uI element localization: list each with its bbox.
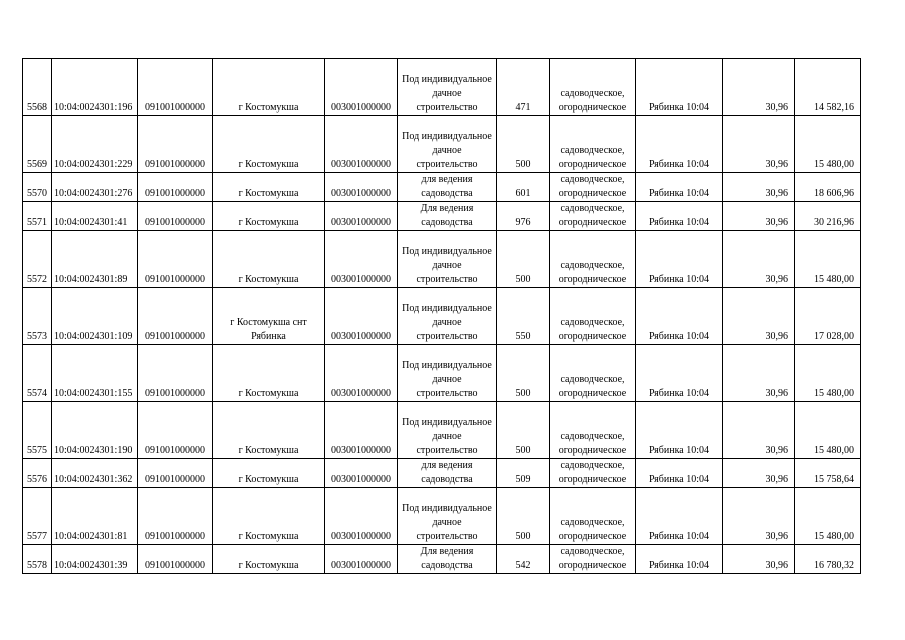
area-cell: 509 <box>497 459 550 488</box>
category-text: садоводческое, огородническое <box>558 460 627 485</box>
specific-value-cell: 30,96 <box>723 288 795 345</box>
permitted-use-cell <box>398 545 497 574</box>
row-number-cell: 5573 <box>23 288 52 345</box>
area-cell: 500 <box>497 402 550 459</box>
category-cell <box>550 173 636 202</box>
cadastral-value-cell: 15 480,00 <box>795 402 861 459</box>
locality-text: г Костомукша <box>238 560 299 571</box>
category-cell <box>550 231 636 288</box>
locality-cell <box>213 459 325 488</box>
oktmo-cell: 003001000000 <box>325 231 398 288</box>
okato-cell: 091001000000 <box>138 402 213 459</box>
cadastral-number-cell: 10:04:0024301:229 <box>52 116 138 173</box>
zone-cell: Рябинка 10:04 <box>636 545 723 574</box>
permitted-use-cell <box>398 231 497 288</box>
category-text: садоводческое, огородническое <box>558 174 627 199</box>
locality-cell <box>213 345 325 402</box>
zone-cell: Рябинка 10:04 <box>636 345 723 402</box>
cadastral-value-table <box>22 58 861 574</box>
table-row <box>23 288 861 345</box>
permitted-use-text: Под индивидуальное дачное строительство <box>402 360 492 399</box>
area-cell: 976 <box>497 202 550 231</box>
cadastral-value-cell: 30 216,96 <box>795 202 861 231</box>
permitted-use-cell <box>398 402 497 459</box>
permitted-use-cell <box>398 173 497 202</box>
okato-cell: 091001000000 <box>138 345 213 402</box>
cadastral-value-cell: 15 480,00 <box>795 488 861 545</box>
area-cell: 500 <box>497 488 550 545</box>
specific-value-cell: 30,96 <box>723 116 795 173</box>
specific-value-cell: 30,96 <box>723 59 795 116</box>
category-cell <box>550 59 636 116</box>
okato-cell: 091001000000 <box>138 288 213 345</box>
row-number-cell: 5577 <box>23 488 52 545</box>
permitted-use-text: для ведения садоводства <box>421 460 473 485</box>
area-cell: 500 <box>497 116 550 173</box>
zone-cell: Рябинка 10:04 <box>636 202 723 231</box>
area-cell: 500 <box>497 345 550 402</box>
zone-cell: Рябинка 10:04 <box>636 488 723 545</box>
row-number-cell: 5575 <box>23 402 52 459</box>
oktmo-cell: 003001000000 <box>325 402 398 459</box>
cadastral-number-cell: 10:04:0024301:81 <box>52 488 138 545</box>
zone-cell: Рябинка 10:04 <box>636 59 723 116</box>
category-cell <box>550 488 636 545</box>
cadastral-value-cell: 15 480,00 <box>795 231 861 288</box>
cadastral-number-cell: 10:04:0024301:109 <box>52 288 138 345</box>
oktmo-cell: 003001000000 <box>325 345 398 402</box>
cadastral-number-cell: 10:04:0024301:89 <box>52 231 138 288</box>
cadastral-number-cell: 10:04:0024301:196 <box>52 59 138 116</box>
specific-value-cell: 30,96 <box>723 488 795 545</box>
row-number-cell: 5576 <box>23 459 52 488</box>
locality-text: г Костомукша <box>238 159 299 170</box>
cadastral-number-cell: 10:04:0024301:155 <box>52 345 138 402</box>
category-text: садоводческое, огородническое <box>558 145 627 170</box>
table-body <box>23 59 861 574</box>
permitted-use-text: Под индивидуальное дачное строительство <box>402 417 492 456</box>
area-cell: 542 <box>497 545 550 574</box>
oktmo-cell: 003001000000 <box>325 116 398 173</box>
cadastral-value-cell: 15 758,64 <box>795 459 861 488</box>
zone-cell: Рябинка 10:04 <box>636 231 723 288</box>
row-number-cell: 5578 <box>23 545 52 574</box>
area-cell: 550 <box>497 288 550 345</box>
locality-text: г Костомукша <box>238 274 299 285</box>
oktmo-cell: 003001000000 <box>325 59 398 116</box>
table-row <box>23 116 861 173</box>
okato-cell: 091001000000 <box>138 459 213 488</box>
okato-cell: 091001000000 <box>138 202 213 231</box>
table-row <box>23 345 861 402</box>
okato-cell: 091001000000 <box>138 545 213 574</box>
locality-text: г Костомукша <box>238 188 299 199</box>
cadastral-number-cell: 10:04:0024301:190 <box>52 402 138 459</box>
table-row <box>23 59 861 116</box>
table-row <box>23 231 861 288</box>
permitted-use-text: Для ведения садоводства <box>420 546 474 571</box>
category-text: садоводческое, огородническое <box>558 317 627 342</box>
oktmo-cell: 003001000000 <box>325 173 398 202</box>
category-text: садоводческое, огородническое <box>558 374 627 399</box>
category-text: садоводческое, огородническое <box>558 517 627 542</box>
permitted-use-text: Под индивидуальное дачное строительство <box>402 503 492 542</box>
zone-cell: Рябинка 10:04 <box>636 459 723 488</box>
category-text: садоводческое, огородническое <box>558 431 627 456</box>
row-number-cell: 5574 <box>23 345 52 402</box>
locality-cell <box>213 116 325 173</box>
category-cell <box>550 459 636 488</box>
locality-text: г Костомукша <box>238 217 299 228</box>
locality-cell <box>213 173 325 202</box>
locality-text: г Костомукша <box>238 474 299 485</box>
row-number-cell: 5572 <box>23 231 52 288</box>
cadastral-number-cell: 10:04:0024301:41 <box>52 202 138 231</box>
permitted-use-text: для ведения садоводства <box>421 174 473 199</box>
locality-text: г Костомукша <box>238 102 299 113</box>
specific-value-cell: 30,96 <box>723 173 795 202</box>
locality-text: г Костомукша снт Рябинка <box>230 317 307 342</box>
locality-cell <box>213 59 325 116</box>
cadastral-number-cell: 10:04:0024301:362 <box>52 459 138 488</box>
table-row <box>23 402 861 459</box>
zone-cell: Рябинка 10:04 <box>636 116 723 173</box>
category-text: садоводческое, огородническое <box>558 260 627 285</box>
row-number-cell: 5571 <box>23 202 52 231</box>
table-row <box>23 488 861 545</box>
cadastral-value-cell: 15 480,00 <box>795 345 861 402</box>
okato-cell: 091001000000 <box>138 231 213 288</box>
table-row <box>23 459 861 488</box>
permitted-use-cell <box>398 345 497 402</box>
cadastral-number-cell: 10:04:0024301:39 <box>52 545 138 574</box>
cadastral-value-cell: 18 606,96 <box>795 173 861 202</box>
category-cell <box>550 116 636 173</box>
category-cell <box>550 545 636 574</box>
area-cell: 500 <box>497 231 550 288</box>
permitted-use-text: Под индивидуальное дачное строительство <box>402 131 492 170</box>
table-row <box>23 202 861 231</box>
specific-value-cell: 30,96 <box>723 202 795 231</box>
permitted-use-cell <box>398 202 497 231</box>
category-cell <box>550 345 636 402</box>
permitted-use-text: Под индивидуальное дачное строительство <box>402 74 492 113</box>
locality-cell <box>213 202 325 231</box>
permitted-use-text: Для ведения садоводства <box>420 203 474 228</box>
locality-cell <box>213 545 325 574</box>
oktmo-cell: 003001000000 <box>325 202 398 231</box>
area-cell: 471 <box>497 59 550 116</box>
permitted-use-cell <box>398 59 497 116</box>
permitted-use-cell <box>398 116 497 173</box>
okato-cell: 091001000000 <box>138 116 213 173</box>
cadastral-value-cell: 16 780,32 <box>795 545 861 574</box>
specific-value-cell: 30,96 <box>723 231 795 288</box>
locality-cell <box>213 288 325 345</box>
permitted-use-cell <box>398 459 497 488</box>
locality-cell <box>213 402 325 459</box>
area-cell: 601 <box>497 173 550 202</box>
okato-cell: 091001000000 <box>138 59 213 116</box>
locality-cell <box>213 231 325 288</box>
okato-cell: 091001000000 <box>138 173 213 202</box>
oktmo-cell: 003001000000 <box>325 488 398 545</box>
category-text: садоводческое, огородническое <box>558 546 627 571</box>
row-number-cell: 5569 <box>23 116 52 173</box>
table-row <box>23 545 861 574</box>
locality-text: г Костомукша <box>238 445 299 456</box>
oktmo-cell: 003001000000 <box>325 545 398 574</box>
specific-value-cell: 30,96 <box>723 345 795 402</box>
cadastral-value-cell: 15 480,00 <box>795 116 861 173</box>
okato-cell: 091001000000 <box>138 488 213 545</box>
specific-value-cell: 30,96 <box>723 545 795 574</box>
zone-cell: Рябинка 10:04 <box>636 173 723 202</box>
row-number-cell: 5568 <box>23 59 52 116</box>
cadastral-number-cell: 10:04:0024301:276 <box>52 173 138 202</box>
category-cell <box>550 202 636 231</box>
cadastral-value-cell: 17 028,00 <box>795 288 861 345</box>
category-cell <box>550 288 636 345</box>
locality-cell <box>213 488 325 545</box>
category-text: садоводческое, огородническое <box>558 203 627 228</box>
permitted-use-text: Под индивидуальное дачное строительство <box>402 303 492 342</box>
locality-text: г Костомукша <box>238 531 299 542</box>
permitted-use-cell <box>398 288 497 345</box>
locality-text: г Костомукша <box>238 388 299 399</box>
oktmo-cell: 003001000000 <box>325 288 398 345</box>
permitted-use-text: Под индивидуальное дачное строительство <box>402 246 492 285</box>
row-number-cell: 5570 <box>23 173 52 202</box>
cadastral-value-cell: 14 582,16 <box>795 59 861 116</box>
table-row <box>23 173 861 202</box>
zone-cell: Рябинка 10:04 <box>636 288 723 345</box>
category-cell <box>550 402 636 459</box>
zone-cell: Рябинка 10:04 <box>636 402 723 459</box>
permitted-use-cell <box>398 488 497 545</box>
category-text: садоводческое, огородническое <box>558 88 627 113</box>
specific-value-cell: 30,96 <box>723 402 795 459</box>
specific-value-cell: 30,96 <box>723 459 795 488</box>
oktmo-cell: 003001000000 <box>325 459 398 488</box>
